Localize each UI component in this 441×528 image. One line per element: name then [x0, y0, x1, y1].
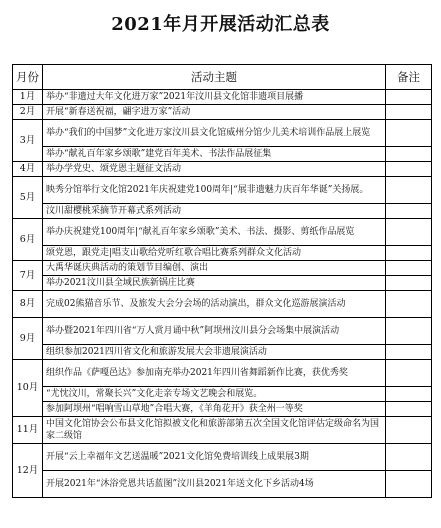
- table-row: [13, 177, 432, 204]
- activity-cell: 举办“非遗过大年文化进万家”2021年汶川县文化馆非遗项目展播: [43, 90, 386, 105]
- month-cell: 5月: [13, 177, 43, 219]
- header-note: 备注: [386, 65, 432, 90]
- header-month: 月份: [13, 65, 43, 90]
- activity-cell: 组织作品《萨嘎邑达》参加南充举办2021年四川省舞蹈新作比赛，获优秀奖: [43, 360, 386, 387]
- table-row: [13, 90, 432, 105]
- note-cell: [386, 219, 432, 246]
- activity-cell: 组织参加2021四川省文化和旅游发展大会非遗展演活动: [43, 345, 386, 360]
- month-cell: 12月: [13, 444, 43, 498]
- table-row: [13, 360, 432, 387]
- activity-cell: 举办暨2021年四川省“万人赏月诵中秋”阿坝州汶川县分会场集中展演活动: [43, 318, 386, 345]
- note-cell: [386, 90, 432, 105]
- activity-table: [12, 64, 432, 498]
- month-cell: 11月: [13, 417, 43, 444]
- table-row: [13, 147, 432, 162]
- activity-cell: 举办庆祝建党100周年|“献礼百年家乡颂歌”美术、书法、摄影、剪纸作品展览: [43, 219, 386, 246]
- activity-cell: 开展2021年“沐浴党恩共话蓝图”汶川县2021年送文化下乡活动4场: [43, 471, 386, 498]
- note-cell: [386, 402, 432, 417]
- month-cell: 4月: [13, 162, 43, 177]
- table-row: [13, 417, 432, 444]
- activity-cell: 举办2021汶川县全域民族新锅庄比赛: [43, 276, 386, 291]
- month-cell: 1月: [13, 90, 43, 105]
- month-cell: 3月: [13, 120, 43, 162]
- note-cell: [386, 162, 432, 177]
- table-row: [13, 204, 432, 219]
- table-row: [13, 162, 432, 177]
- table-row: [13, 246, 432, 261]
- header-topic: 活动主题: [43, 65, 386, 90]
- note-cell: [386, 387, 432, 402]
- note-cell: [386, 276, 432, 291]
- note-cell: [386, 120, 432, 147]
- activity-cell: 汶川甜樱桃采摘节开幕式系列活动: [43, 204, 386, 219]
- activity-cell: 开展“新春送祝福，翩字进万家”活动: [43, 105, 386, 120]
- note-cell: [386, 345, 432, 360]
- table-row: [13, 219, 432, 246]
- note-cell: [386, 417, 432, 444]
- note-cell: [386, 105, 432, 120]
- note-cell: [386, 444, 432, 471]
- table-row: [13, 444, 432, 471]
- table-row: [13, 318, 432, 345]
- table-row: [13, 291, 432, 318]
- activity-cell: 举办“献礼百年家乡颂歌”建党百年美术、书法作品展征集: [43, 147, 386, 162]
- month-cell: 2月: [13, 105, 43, 120]
- table-row: [13, 402, 432, 417]
- table-row: [13, 345, 432, 360]
- activity-cell: 参加阿坝州“唱响雪山草地”合唱大赛，《羊角花开》获全州一等奖: [43, 402, 386, 417]
- activity-cell: 开展“云上幸福年文艺送温暖”2021文化馆免费培训线上成果展3期: [43, 444, 386, 471]
- note-cell: [386, 360, 432, 387]
- table-row: [13, 387, 432, 402]
- month-cell: 7月: [13, 261, 43, 291]
- month-cell: 9月: [13, 318, 43, 360]
- note-cell: [386, 471, 432, 498]
- activity-cell: 中国文化馆协会公布县文化馆拟被文化和旅游部第五次全国文化馆评估定级命名为国家二级馆: [43, 417, 386, 444]
- activity-cell: 举办学党史、颂党恩主题征文活动: [43, 162, 386, 177]
- activity-cell: 映秀分馆举行文化馆2021年庆祝建党100周年|“展非遗魅力庆百年华诞”关扬展。: [43, 177, 386, 204]
- activity-cell: 大禹华诞庆典活动的策划节目编创、演出: [43, 261, 386, 276]
- note-cell: [386, 246, 432, 261]
- table-row: [13, 105, 432, 120]
- month-cell: 10月: [13, 360, 43, 417]
- page-title: 2021年月开展活动汇总表: [111, 14, 330, 35]
- activity-cell: 举办“我们的中国梦”文化进万家汶川县文化馆威州分馆少儿美术培训作品展上展览: [43, 120, 386, 147]
- activity-cell: 完成02熊猫音乐节、及旅发大会分会场的活动演出，群众文化巡游展演活动: [43, 291, 386, 318]
- table-row: [13, 471, 432, 498]
- table-row: [13, 120, 432, 147]
- table-row: [13, 276, 432, 291]
- activity-cell: 颂党恩，跟党走|唱支山歌给党听红歌合唱比赛系列群众文化活动: [43, 246, 386, 261]
- note-cell: [386, 177, 432, 204]
- note-cell: [386, 147, 432, 162]
- note-cell: [386, 318, 432, 345]
- month-cell: 8月: [13, 291, 43, 318]
- table-header-row: [13, 65, 432, 90]
- month-cell: 6月: [13, 219, 43, 261]
- note-cell: [386, 291, 432, 318]
- activity-cell: “尤忱汶川，常聚长兴”文化走亲专场文艺晚会和展览。: [43, 387, 386, 402]
- note-cell: [386, 204, 432, 219]
- table-row: [13, 261, 432, 276]
- note-cell: [386, 261, 432, 276]
